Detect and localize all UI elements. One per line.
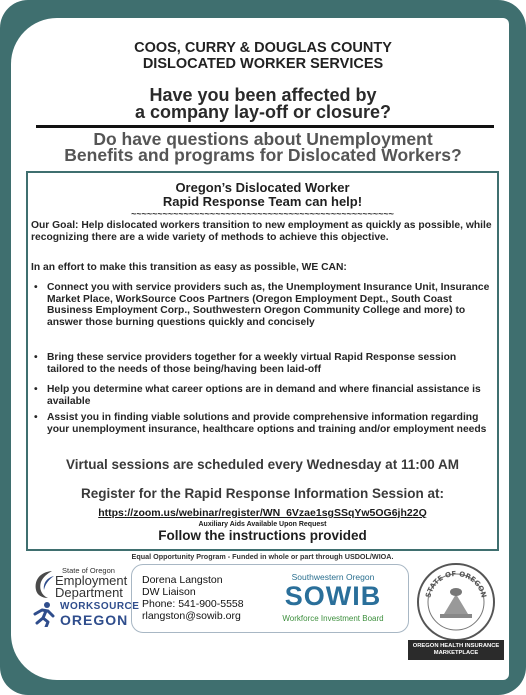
goal-paragraph: Our Goal: Help dislocated workers transition to new employment as quickly as possible, while recognizing there are a wide variety of methods to achieve this objective. — [31, 220, 492, 243]
list-item — [31, 412, 493, 435]
effort-paragraph: In an effort to make this transition as easy as possible, WE CAN: — [31, 262, 347, 273]
auxiliary-aids-note: Auxiliary Aids Available Upon Request — [198, 521, 327, 528]
bullet-icon: • — [34, 412, 38, 423]
org-title-line1: COOS, CURRY & DOUGLAS COUNTY — [134, 40, 392, 56]
org-title — [0, 40, 526, 72]
health-insurance-marketplace-badge — [408, 640, 504, 660]
questions-heading-line1: Do have questions about Unemployment — [93, 129, 433, 149]
ed-state-label: State of Oregon — [62, 566, 115, 575]
box-title — [26, 181, 499, 209]
contact-title: DW Liaison — [142, 586, 196, 598]
list-item-text: Assist you in finding viable solutions and provide comprehensive information regarding your unemployment insurance, healthcare options and training and/or employment needs — [47, 412, 487, 435]
divider-rule — [36, 125, 494, 128]
question-heading-line1: Have you been affected by — [149, 85, 377, 105]
bullet-icon: • — [34, 352, 38, 363]
box-title-line2: Rapid Response Team can help! — [162, 194, 363, 209]
list-item-text: Bring these service providers together for a weekly virtual Rapid Response session tailored to the needs of those being/having been laid-off — [47, 352, 457, 375]
worksource-oregon-label: OREGON — [60, 612, 129, 628]
list-item-text: Help you determine what career options are in demand and where financial assistance is available — [47, 384, 481, 407]
bullet-icon: • — [34, 282, 38, 293]
question-heading — [0, 87, 526, 121]
tilde-divider: ~~~~~~~~~~~~~~~~~~~~~~~~~~~~~~~~~~~~~~~~~~~~~~~~~~ — [131, 209, 394, 219]
contact-phone: Phone: 541-900-5558 — [142, 598, 244, 610]
worksource-oregon-logo — [32, 601, 140, 631]
bullet-icon: • — [34, 384, 38, 395]
list-item — [31, 384, 493, 407]
registration-link[interactable]: https://zoom.us/webinar/register/WN_6Vzae1sgSSqYw5OG6jh22Q — [98, 507, 427, 519]
follow-instructions: Follow the instructions provided — [158, 528, 367, 543]
list-item-text: Connect you with service providers such as, the Unemployment Insurance Unit, Insurance Market Place, WorkSource Coos Partners (Oregon Employment Dept., South Coast Business Employment Corp., Southwestern Oregon Community College and more) to answer those burning questions quickly and concisely — [47, 282, 490, 328]
runner-icon — [32, 601, 58, 627]
contact-email[interactable]: rlangston@sowib.org — [142, 610, 241, 622]
register-heading: Register for the Rapid Response Information Session at: — [80, 486, 445, 501]
equal-opportunity-note: Equal Opportunity Program - Funded in whole or part through USDOL/WIOA. — [131, 552, 394, 561]
seal-text: STATE OF OREGON — [424, 569, 488, 599]
ed-name-line2: Department — [55, 585, 123, 600]
contact-name: Dorena Langston — [142, 574, 223, 586]
questions-heading — [20, 131, 506, 163]
list-item — [31, 282, 493, 328]
ohim-line1: OREGON HEALTH INSURANCE — [412, 643, 500, 649]
box-title-line1: Oregon’s Dislocated Worker — [175, 180, 350, 195]
org-title-line2: DISLOCATED WORKER SERVICES — [142, 56, 384, 72]
ed-name-line1: Employment — [55, 573, 128, 588]
oregon-state-seal-icon — [416, 562, 496, 642]
question-heading-line2: a company lay-off or closure? — [134, 102, 392, 122]
sowib-logo-text: SOWIB — [284, 581, 382, 611]
questions-heading-line2: Benefits and programs for Dislocated Workers? — [64, 145, 462, 165]
sowib-tagline: Workforce Investment Board — [282, 614, 384, 623]
sowib-region-label: Southwestern Oregon — [291, 572, 375, 582]
schedule-text: Virtual sessions are scheduled every Wednesday at 11:00 AM — [66, 457, 459, 472]
list-item — [31, 352, 493, 375]
ohim-line2: MARKETPLACE — [433, 650, 479, 656]
worksource-label: WORKSOURCE — [60, 601, 140, 612]
